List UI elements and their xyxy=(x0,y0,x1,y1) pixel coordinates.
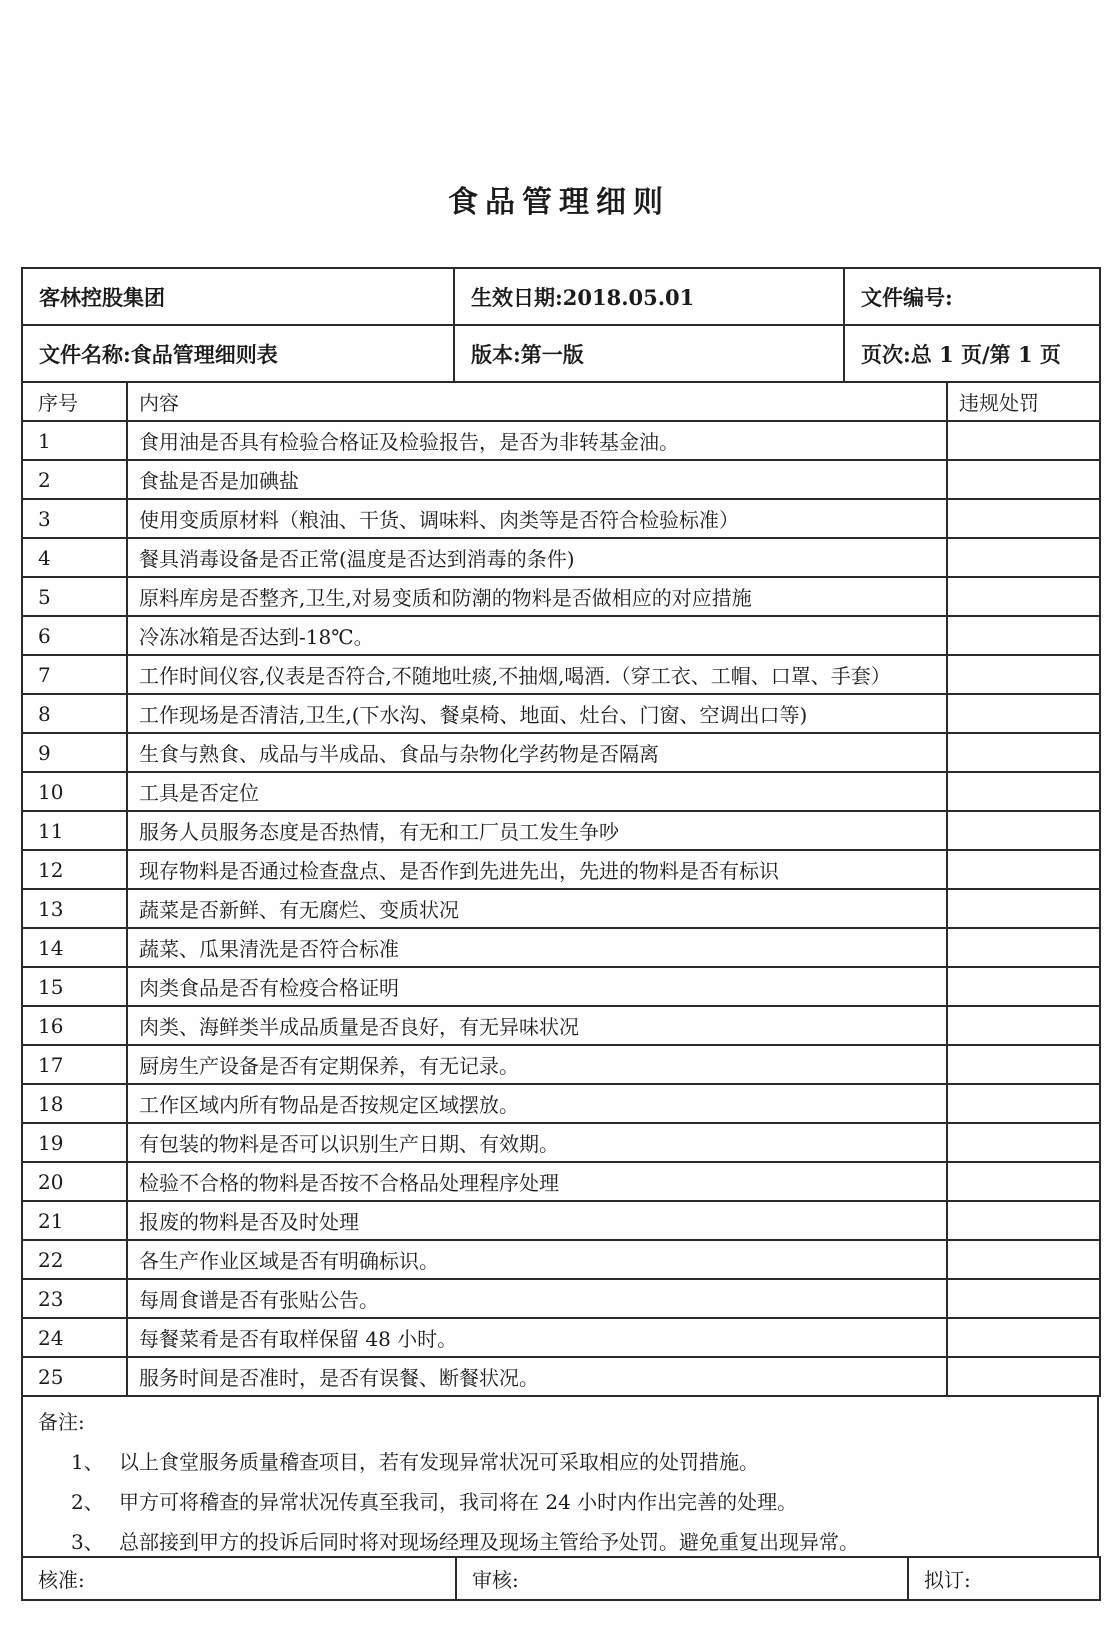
row-content: 食盐是否是加碘盐 xyxy=(127,460,947,499)
row-number: 21 xyxy=(22,1201,127,1240)
table-row xyxy=(22,1162,1100,1201)
table-row xyxy=(22,1123,1100,1162)
info-row-2 xyxy=(22,325,1100,382)
page-title: 食品管理细则 xyxy=(448,185,670,220)
row-penalty-cell xyxy=(947,850,1100,889)
row-content: 工作现场是否清洁,卫生,(下水沟、餐桌椅、地面、灶台、门窗、空调出口等) xyxy=(127,694,947,733)
row-penalty-cell xyxy=(947,928,1100,967)
row-penalty-cell xyxy=(947,577,1100,616)
row-penalty-cell xyxy=(947,1123,1100,1162)
table-row xyxy=(22,1201,1100,1240)
table-row xyxy=(22,850,1100,889)
table-row xyxy=(22,1279,1100,1318)
remark-number: 1、 xyxy=(71,1450,104,1474)
table-row xyxy=(22,928,1100,967)
table-row xyxy=(22,1045,1100,1084)
row-number: 9 xyxy=(22,733,127,772)
remark-number: 2、 xyxy=(71,1490,104,1514)
table-row xyxy=(22,499,1100,538)
table-row xyxy=(22,460,1100,499)
row-penalty-cell xyxy=(947,616,1100,655)
row-number: 14 xyxy=(22,928,127,967)
row-penalty-cell xyxy=(947,421,1100,460)
row-penalty-cell xyxy=(947,1084,1100,1123)
row-number: 10 xyxy=(22,772,127,811)
table-row xyxy=(22,772,1100,811)
checklist-table xyxy=(21,381,1101,1397)
table-row xyxy=(22,694,1100,733)
row-content: 原料库房是否整齐,卫生,对易变质和防潮的物料是否做相应的对应措施 xyxy=(127,577,947,616)
row-number: 15 xyxy=(22,967,127,1006)
company-name: 客林控股集团 xyxy=(22,268,454,325)
row-content: 冷冻冰箱是否达到-18℃。 xyxy=(127,616,947,655)
checklist-header-row xyxy=(22,382,1100,421)
table-row xyxy=(22,538,1100,577)
column-header-penalty: 违规处罚 xyxy=(947,382,1100,421)
remark-item xyxy=(71,1488,1087,1516)
table-row xyxy=(22,655,1100,694)
row-penalty-cell xyxy=(947,1279,1100,1318)
row-number: 18 xyxy=(22,1084,127,1123)
row-number: 4 xyxy=(22,538,127,577)
table-row xyxy=(22,1006,1100,1045)
page-number-info: 页次:总 1 页/第 1 页 xyxy=(844,325,1100,382)
doc-version: 版本:第一版 xyxy=(454,325,844,382)
remark-text: 甲方可将稽查的异常状况传真至我司，我司将在 24 小时内作出完善的处理。 xyxy=(119,1490,798,1514)
row-number: 11 xyxy=(22,811,127,850)
signoff-table xyxy=(21,1556,1101,1601)
row-penalty-cell xyxy=(947,538,1100,577)
remark-item xyxy=(71,1448,1087,1476)
column-header-content: 内容 xyxy=(127,382,947,421)
remarks-table xyxy=(21,1395,1099,1558)
row-number: 7 xyxy=(22,655,127,694)
table-row xyxy=(22,1357,1100,1396)
row-number: 13 xyxy=(22,889,127,928)
row-number: 5 xyxy=(22,577,127,616)
row-number: 19 xyxy=(22,1123,127,1162)
row-content: 厨房生产设备是否有定期保养，有无记录。 xyxy=(127,1045,947,1084)
table-row xyxy=(22,421,1100,460)
row-number: 16 xyxy=(22,1006,127,1045)
column-header-no: 序号 xyxy=(22,382,127,421)
row-penalty-cell xyxy=(947,1357,1100,1396)
row-penalty-cell xyxy=(947,1318,1100,1357)
row-number: 2 xyxy=(22,460,127,499)
info-table xyxy=(21,267,1101,383)
row-number: 23 xyxy=(22,1279,127,1318)
row-number: 6 xyxy=(22,616,127,655)
row-number: 8 xyxy=(22,694,127,733)
reviewer-cell: 审核: xyxy=(456,1557,908,1600)
row-penalty-cell xyxy=(947,694,1100,733)
table-row xyxy=(22,1240,1100,1279)
row-penalty-cell xyxy=(947,1006,1100,1045)
row-content: 服务时间是否准时，是否有误餐、断餐状况。 xyxy=(127,1357,947,1396)
doc-name: 文件名称:食品管理细则表 xyxy=(22,325,454,382)
remark-text: 总部接到甲方的投诉后同时将对现场经理及现场主管给予处罚。避免重复出现异常。 xyxy=(119,1530,859,1554)
row-number: 12 xyxy=(22,850,127,889)
table-row xyxy=(22,811,1100,850)
row-penalty-cell xyxy=(947,733,1100,772)
table-row xyxy=(22,967,1100,1006)
table-row xyxy=(22,1084,1100,1123)
row-penalty-cell xyxy=(947,811,1100,850)
checklist-body xyxy=(22,421,1100,1396)
doc-number: 文件编号: xyxy=(844,268,1100,325)
table-row xyxy=(22,577,1100,616)
row-penalty-cell xyxy=(947,967,1100,1006)
row-content: 工作时间仪容,仪表是否符合,不随地吐痰,不抽烟,喝酒.（穿工衣、工帽、口罩、手套） xyxy=(127,655,947,694)
row-content: 各生产作业区域是否有明确标识。 xyxy=(127,1240,947,1279)
remark-text: 以上食堂服务质量稽查项目，若有发现异常状况可采取相应的处罚措施。 xyxy=(119,1450,759,1474)
table-row xyxy=(22,733,1100,772)
row-content: 肉类食品是否有检疫合格证明 xyxy=(127,967,947,1006)
table-row xyxy=(22,1318,1100,1357)
info-row-1 xyxy=(22,268,1100,325)
row-content: 蔬菜、瓜果清洗是否符合标准 xyxy=(127,928,947,967)
row-content: 检验不合格的物料是否按不合格品处理程序处理 xyxy=(127,1162,947,1201)
row-penalty-cell xyxy=(947,1045,1100,1084)
effective-date: 生效日期:2018.05.01 xyxy=(454,268,844,325)
row-content: 蔬菜是否新鲜、有无腐烂、变质状况 xyxy=(127,889,947,928)
row-penalty-cell xyxy=(947,499,1100,538)
row-penalty-cell xyxy=(947,1240,1100,1279)
row-content: 生食与熟食、成品与半成品、食品与杂物化学药物是否隔离 xyxy=(127,733,947,772)
table-row xyxy=(22,889,1100,928)
signoff-row xyxy=(22,1557,1100,1600)
row-number: 3 xyxy=(22,499,127,538)
row-content: 每周食谱是否有张贴公告。 xyxy=(127,1279,947,1318)
row-content: 工作区域内所有物品是否按规定区域摆放。 xyxy=(127,1084,947,1123)
table-row xyxy=(22,616,1100,655)
drafter-cell: 拟订: xyxy=(908,1557,1100,1600)
row-content: 报废的物料是否及时处理 xyxy=(127,1201,947,1240)
remarks-cell xyxy=(22,1396,1098,1557)
row-number: 25 xyxy=(22,1357,127,1396)
row-content: 现存物料是否通过检查盘点、是否作到先进先出，先进的物料是否有标识 xyxy=(127,850,947,889)
approver-cell: 核准: xyxy=(22,1557,456,1600)
row-content: 服务人员服务态度是否热情，有无和工厂员工发生争吵 xyxy=(127,811,947,850)
row-penalty-cell xyxy=(947,1162,1100,1201)
row-content: 有包装的物料是否可以识别生产日期、有效期。 xyxy=(127,1123,947,1162)
remarks-label: 备注: xyxy=(38,1410,85,1434)
row-content: 每餐菜肴是否有取样保留 48 小时。 xyxy=(127,1318,947,1357)
row-penalty-cell xyxy=(947,1201,1100,1240)
row-number: 24 xyxy=(22,1318,127,1357)
row-number: 20 xyxy=(22,1162,127,1201)
row-content: 工具是否定位 xyxy=(127,772,947,811)
row-penalty-cell xyxy=(947,772,1100,811)
row-penalty-cell xyxy=(947,655,1100,694)
row-content: 餐具消毒设备是否正常(温度是否达到消毒的条件) xyxy=(127,538,947,577)
row-penalty-cell xyxy=(947,460,1100,499)
remark-number: 3、 xyxy=(71,1530,104,1554)
remarks-list xyxy=(38,1448,1087,1556)
row-number: 22 xyxy=(22,1240,127,1279)
row-number: 1 xyxy=(22,421,127,460)
remark-item xyxy=(71,1528,1087,1556)
remarks-row xyxy=(22,1396,1098,1557)
row-penalty-cell xyxy=(947,889,1100,928)
row-content: 食用油是否具有检验合格证及检验报告，是否为非转基金油。 xyxy=(127,421,947,460)
row-number: 17 xyxy=(22,1045,127,1084)
row-content: 肉类、海鲜类半成品质量是否良好，有无异味状况 xyxy=(127,1006,947,1045)
row-content: 使用变质原材料（粮油、干货、调味料、肉类等是否符合检验标准） xyxy=(127,499,947,538)
